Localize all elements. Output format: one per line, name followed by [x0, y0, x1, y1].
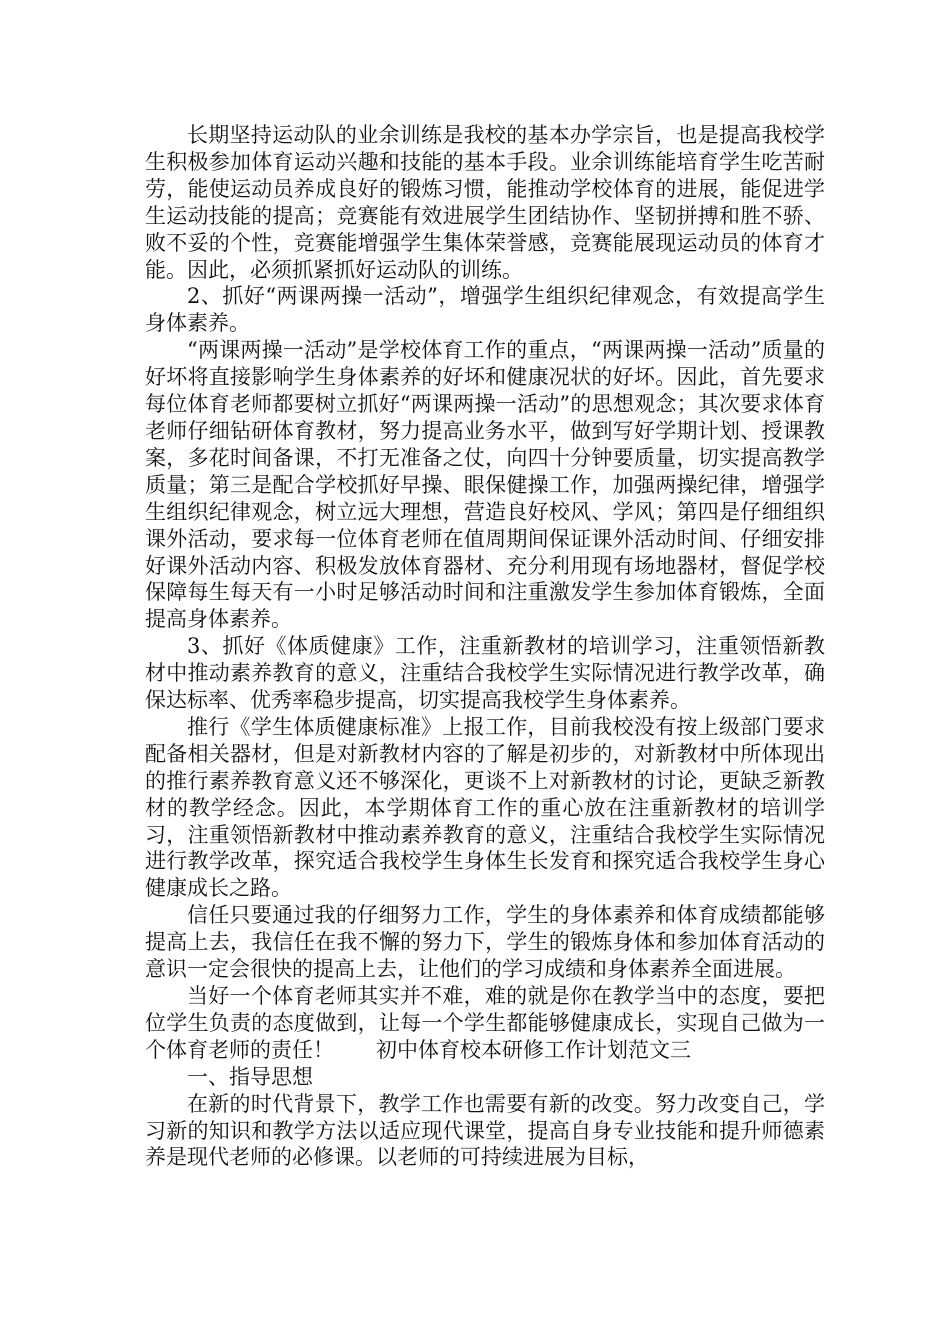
- paragraph-section-2-heading: 2、抓好“两课两操一活动”，增强学生组织纪律观念，有效提高学生身体素养。: [145, 284, 825, 336]
- paragraph-guiding-ideology-heading: 一、指导思想: [187, 1064, 313, 1089]
- paragraph-belief: 信任只要通过我的仔细努力工作，学生的身体素养和体育成绩都能够提高上去，我信任在我不懈的努力下，学生的锻炼身体和参加体育活动的意识一定会很快的提高上去，让他们的学习成绩和身体素养全面进展。: [145, 903, 825, 982]
- paragraph-section-3-heading: 3、抓好《体质健康》工作，注重新教材的培训学习，注重领悟新教材中推动素养教育的意义，注重结合我校学生实际情况进行教学改革，确保达标率、优秀率稳步提高，切实提高我校学生身体素养。: [145, 634, 825, 713]
- paragraph-new-era: 在新的时代背景下，教学工作也需要有新的改变。努力改变自己，学习新的知识和教学方法以适应现代课堂，提高自身专业技能和提升师德素养是现代老师的必修课。以老师的可持续进展为目标，: [145, 1091, 825, 1170]
- paragraph-team-training: 长期坚持运动队的业余训练是我校的基本办学宗旨，也是提高我校学生积极参加体育运动兴趣和技能的基本手段。业余训练能培育学生吃苦耐劳，能使运动员养成良好的锻炼习惯，能推动学校体育的进展，能促进学生运动技能的提高；竞赛能有效进展学生团结协作、坚韧拼搏和胜不骄、败不妥的个性，竞赛能增强学生集体荣誉感，竞赛能展现运动员的体育才能。因此，必须抓紧抓好运动队的训练。: [145, 123, 825, 282]
- paragraph-fitness-standard: 推行《学生体质健康标准》上报工作，目前我校没有按上级部门要求配备相关器材，但是对新教材内容的了解是初步的，对新教材中所体现出的推行素养教育意义还不够深化，更谈不上对新教材的讨论，更缺乏新教材的教学经念。因此，本学期体育工作的重心放在注重新教材的培训学习，注重领悟新教材中推动素养教育的意义，注重结合我校学生实际情况进行教学改革，探究适合我校学生身体生长发育和探究适合我校学生身心健康成长之路。: [145, 714, 825, 901]
- document-page: [145, 122, 825, 1171]
- paragraph-two-classes-activity: “两课两操一活动”是学校体育工作的重点，“两课两操一活动”质量的好坏将直接影响学生身体素养的好坏和健康况状的好坏。因此，首先要求每位体育老师都要树立抓好“两课两操一活动”的思想观念；其次要求体育老师仔细钻研体育教材，努力提高业务水平，做到写好学期计划、授课教案，多花时间备课，不打无准备之仗，向四十分钟要质量，切实提高教学质量；第三是配合学校抓好早操、眼保健操工作，加强两操纪律，增强学生组织纪律观念，树立远大理想，营造良好校风、学风；第四是仔细组织课外活动，要求每一位体育老师在值周期间保证课外活动时间、仔细安排好课外活动内容、积极发放体育器材、充分利用现有场地器材，督促学校保障每生每天有一小时足够活动时间和注重激发学生参加体育锻炼，全面提高身体素养。: [145, 338, 825, 632]
- paragraph-teacher-attitude: 当好一个体育老师其实并不难，难的就是你在教学当中的态度，要把位学生负责的态度做到，让每一个学生都能够健康成长，实现自己做为一个体育老师的责任！ 初中体育校本研修工作计划范文三: [145, 984, 825, 1062]
